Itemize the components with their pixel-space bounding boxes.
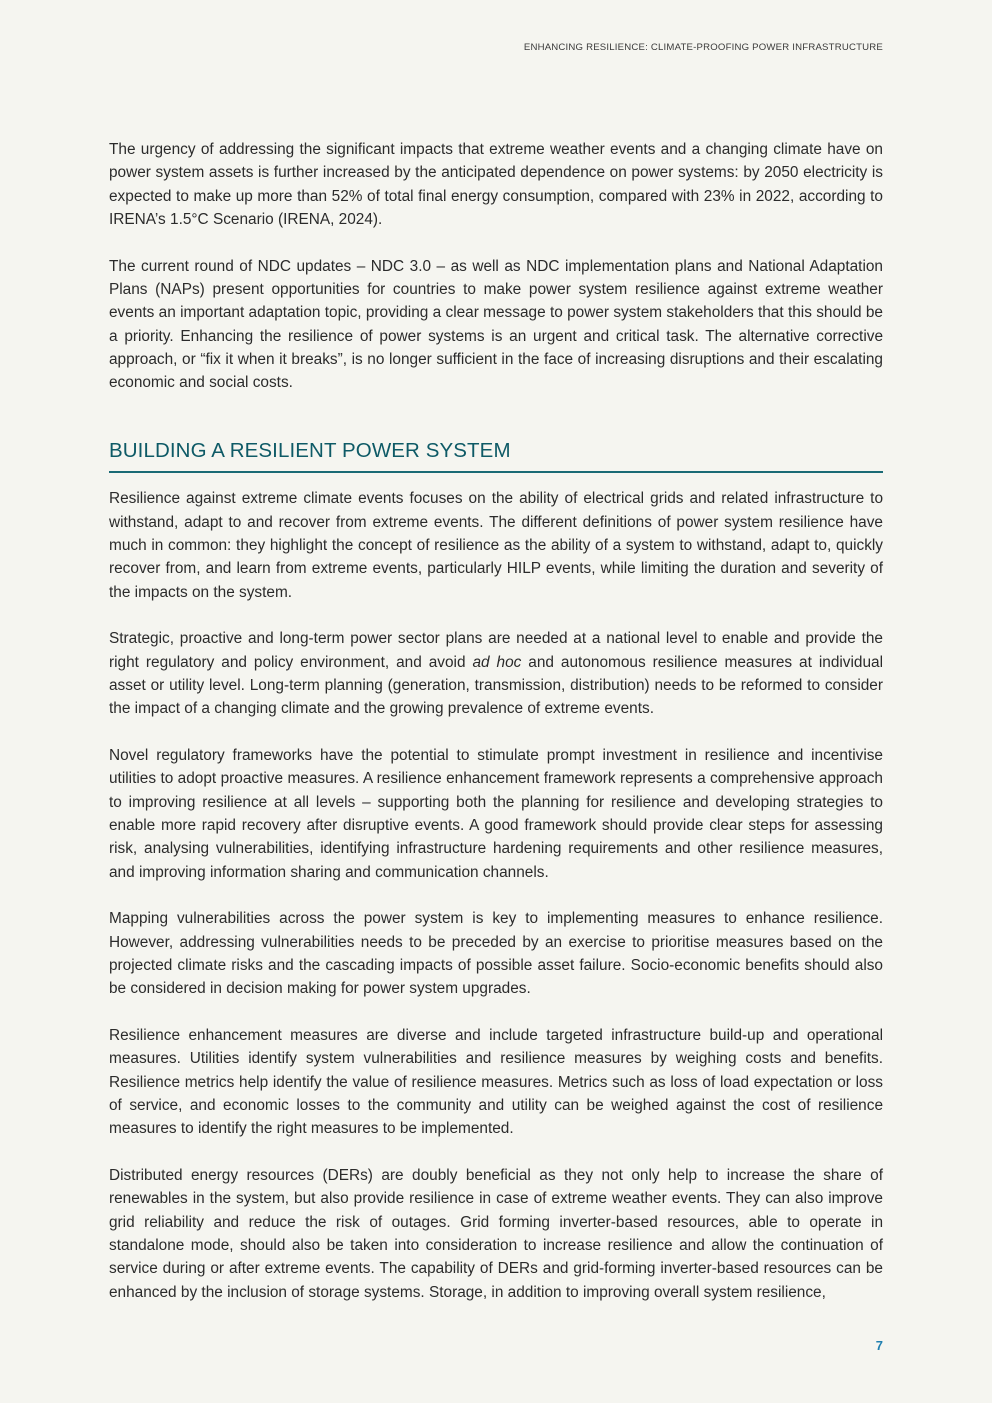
intro-paragraph-1: The urgency of addressing the significant impacts that extreme weather events and a changing climate have on power system assets is further increased by the anticipated dependence on power systems: by 2050 electricity is expected to make up more than 52% of total final energy consumption, compared with 23% in 2022, according to IRENA’s 1.5°C Scenario (IRENA, 2024). [109, 141, 883, 228]
paragraph-text: and autonomous resilience measures at individual asset or utility level. Long-term planning (generation, transmission, distribution) needs to be reformed to consider the impact of a changing climate and the growing prevalence of extreme events. [109, 653, 884, 718]
page-number: 7 [875, 1338, 883, 1353]
section-paragraph-6: Distributed energy resources (DERs) are doubly beneficial as they not only help to increase the share of renewables in the system, but also provide resilience in case of extreme weather events. They can also improve grid reliability and reduce the risk of outages. Grid forming inverter-based resources, able to operate in standalone mode, should also be taken into consideration to increase resilience and allow the continuation of service during or after extreme events. The capability of DERs and grid-forming inverter-based resources can be enhanced by the inclusion of storage systems. Storage, in addition to improving overall system resilience, [109, 1167, 883, 1301]
paragraph-text: Strategic, proactive and long-term power sector plans are needed at a national level to enable and provide the right regulatory and policy environment, and avoid [109, 630, 883, 671]
italic-term: ad hoc [472, 653, 522, 671]
section-paragraph-3: Novel regulatory frameworks have the potential to stimulate prompt investment in resilience and incentivise utilities to adopt proactive measures. A resilience enhancement framework represents a comprehensive approach to improving resilience at all levels – supporting both the planning for resilience and developing strategies to enable more rapid recovery after disruptive events. A good framework should provide clear steps for assessing risk, analysing vulnerabilities, identifying infrastructure hardening requirements and other resilience measures, and improving information sharing and communication channels. [109, 747, 883, 881]
intro-paragraph-2: The current round of NDC updates – NDC 3.0 – as well as NDC implementation plans and National Adaptation Plans (NAPs) present opportunities for countries to make power system resilience against extreme weather events an important adaptation topic, providing a clear message to power system stakeholders that this should be a priority. Enhancing the resilience of power systems is an urgent and critical task. The alternative corrective approach, or “fix it when it breaks”, is no longer sufficient in the face of increasing disruptions and their escalating economic and social costs. [109, 257, 883, 392]
section-paragraph-4: Mapping vulnerabilities across the power system is key to implementing measures to enhance resilience. However, addressing vulnerabilities needs to be preceded by an exercise to prioritise measures based on the projected climate risks and the cascading impacts of possible asset failure. Socio-economic benefits should also be considered in decision making for power system upgrades. [109, 910, 883, 998]
running-header: ENHANCING RESILIENCE: CLIMATE-PROOFING POWER INFRASTRUCTURE [523, 42, 883, 53]
intro-section [109, 138, 883, 394]
section-paragraph-5: Resilience enhancement measures are diverse and include targeted infrastructure build-up and operational measures. Utilities identify system vulnerabilities and resilience measures by weighing costs and benefits. Resilience metrics help identify the value of resilience measures. Metrics such as loss of load expectation or loss of service, and economic losses to the community and utility can be weighed against the cost of resilience measures to identify the right measures to be implemented. [109, 1027, 883, 1138]
page-content [109, 138, 883, 1304]
section-paragraph-1: Resilience against extreme climate events focuses on the ability of electrical grids and related infrastructure to withstand, adapt to and recover from extreme events. The different definitions of power system resilience have much in common: they highlight the concept of resilience as the ability of a system to withstand, adapt to, quickly recover from, and learn from extreme events, particularly HILP events, while limiting the duration and severity of the impacts on the system. [109, 490, 883, 601]
section-paragraph-2 [109, 627, 883, 720]
section-body [109, 487, 883, 1303]
section-heading: BUILDING A RESILIENT POWER SYSTEM [109, 439, 883, 473]
